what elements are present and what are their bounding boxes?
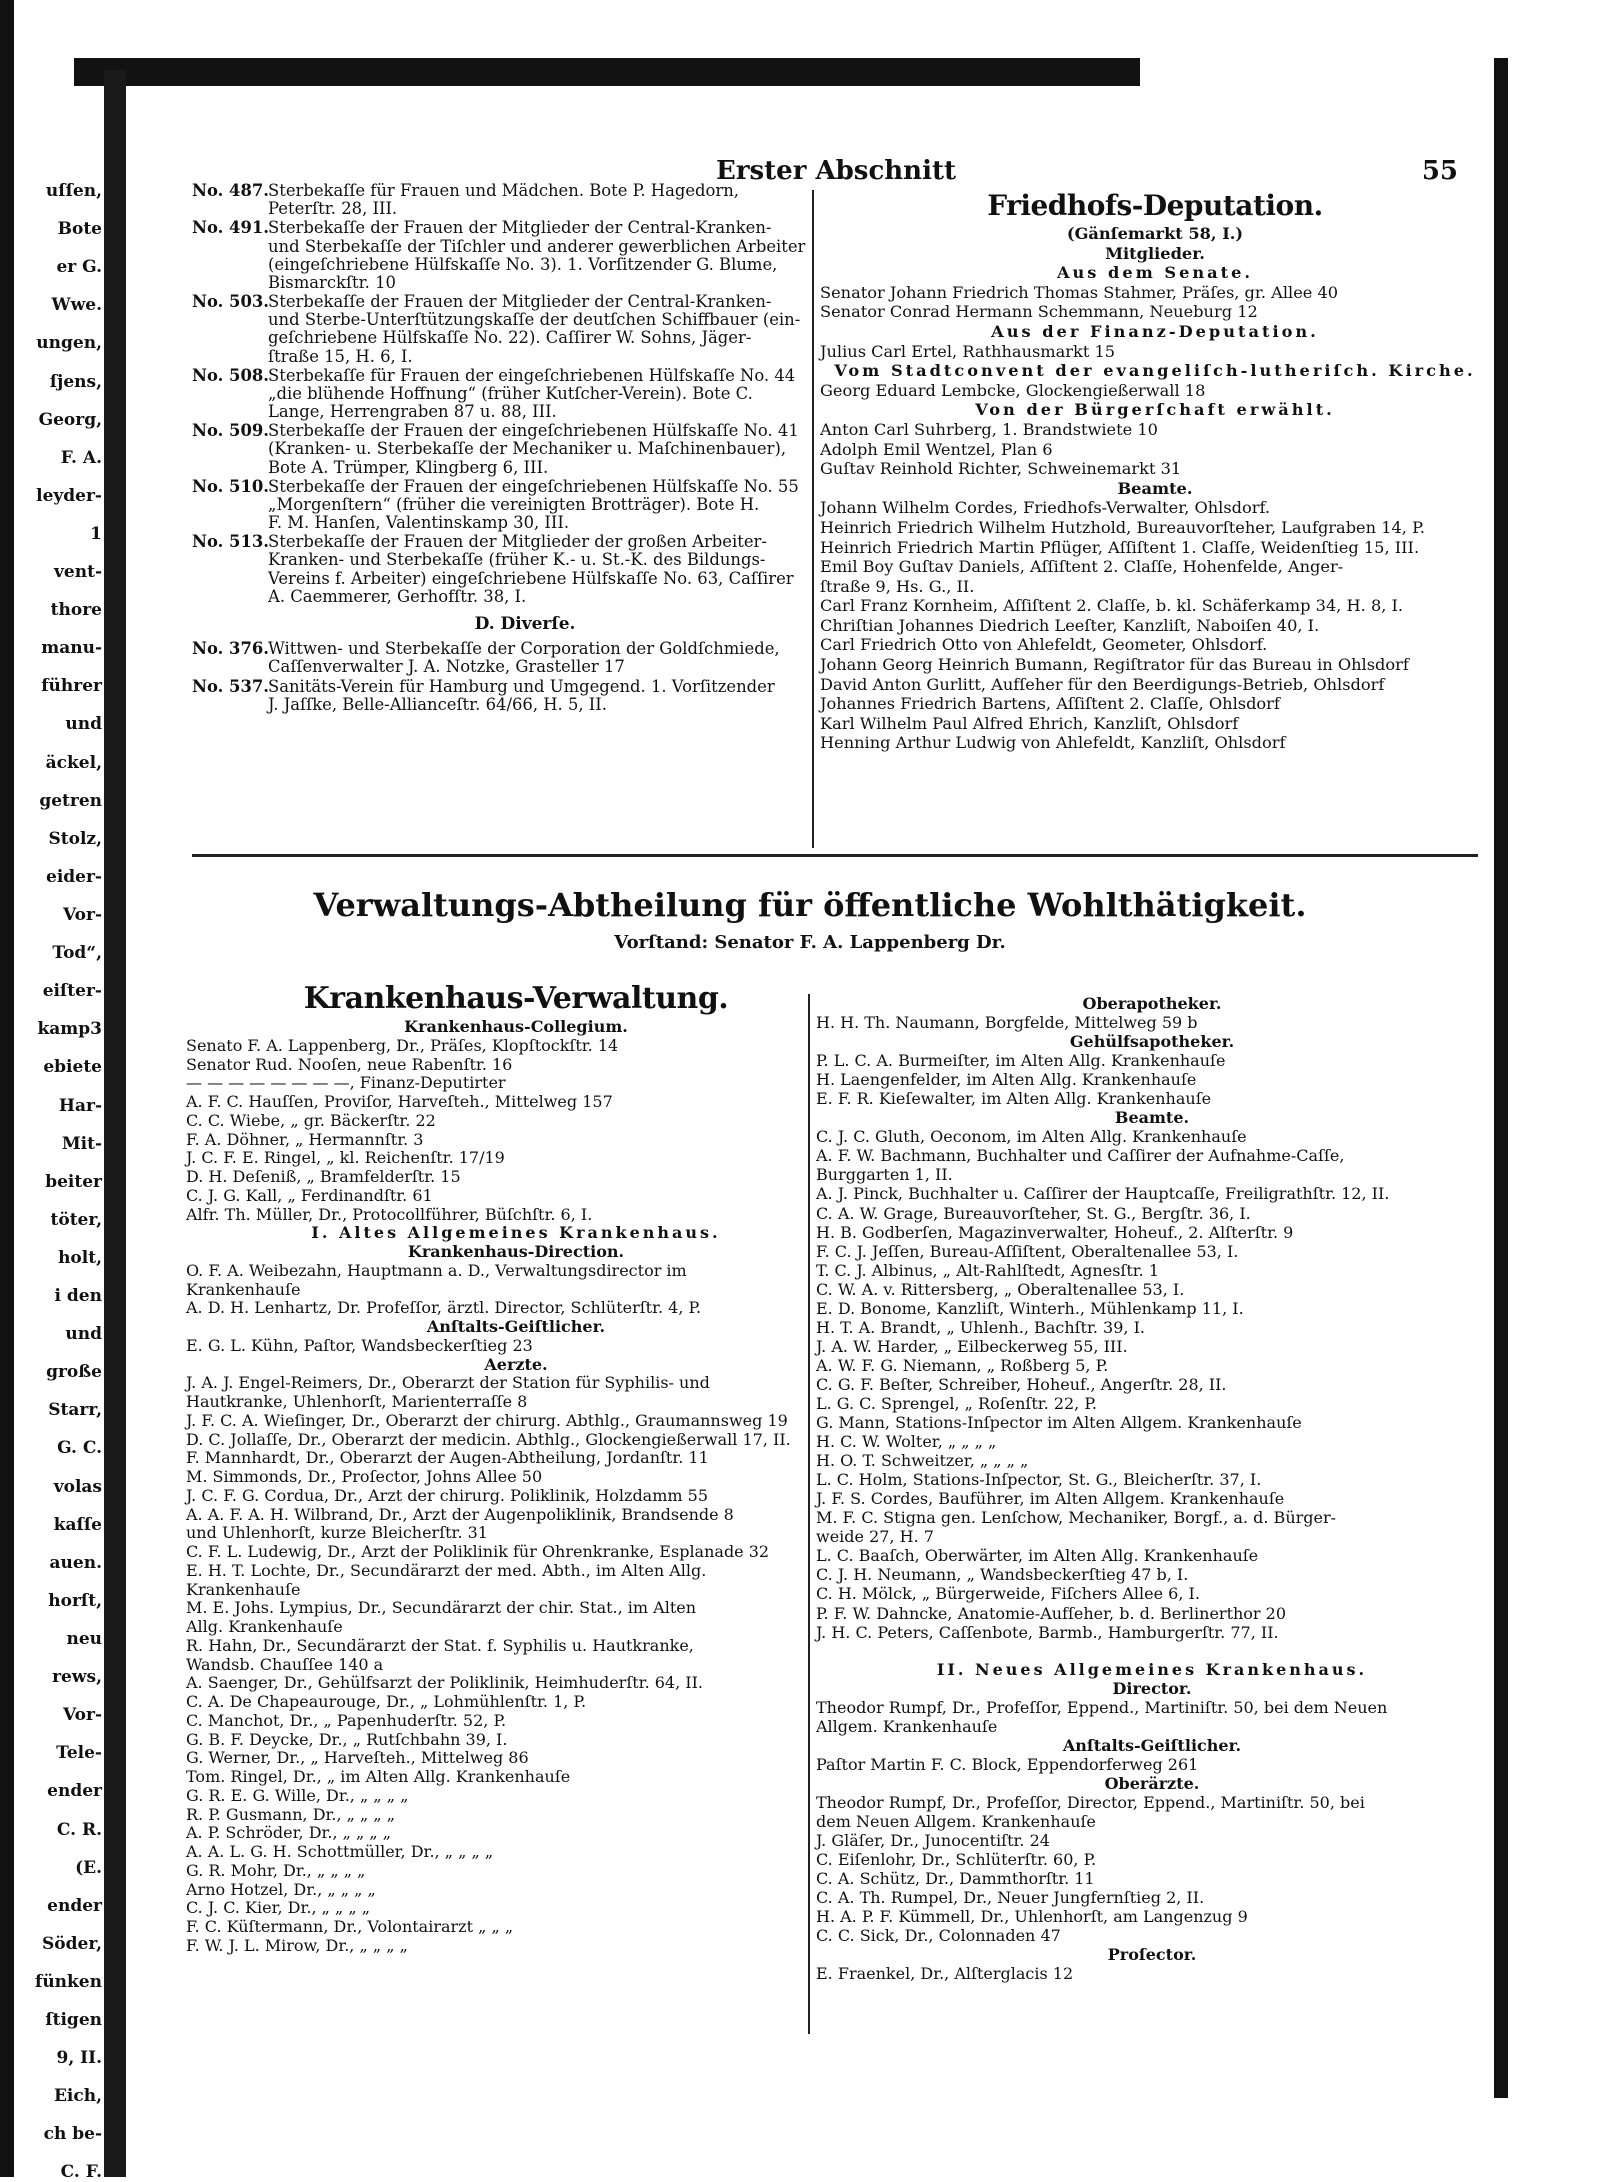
list-line: C. C. Sick, Dr., Colonnaden 47 xyxy=(816,1926,1061,1946)
list-line: E. Fraenkel, Dr., Alſterglacis 12 xyxy=(816,1964,1074,1984)
margin-fragment: horſt, xyxy=(48,1590,102,1611)
margin-fragment: Har- xyxy=(58,1095,102,1116)
list-line: Karl Wilhelm Paul Alfred Ehrich, Kanzliſt, Ohlsdorf xyxy=(820,713,1239,733)
section-heading: Mitglieder. xyxy=(1105,243,1205,263)
list-line: P. F. W. Dahncke, Anatomie-Aufſeher, b. d. Berlinerthor 20 xyxy=(816,1603,1287,1623)
list-line: — — — — — — — —, Finanz-Deputirter xyxy=(186,1073,506,1093)
entry-number: No. 503. xyxy=(192,292,269,311)
list-line: E. D. Bonome, Kanzliſt, Winterh., Mühlenkamp 11, I. xyxy=(816,1298,1244,1318)
list-line: H. O. T. Schweitzer, „ „ „ „ xyxy=(816,1451,1029,1471)
list-line: O. F. A. Weibezahn, Hauptmann a. D., Verwaltungsdirector im xyxy=(186,1260,687,1280)
section-heading: Anſtalts-Geiſtlicher. xyxy=(1062,1735,1242,1755)
margin-fragment: C. R. xyxy=(56,1819,102,1840)
margin-fragment: thore xyxy=(50,600,102,621)
margin-fragment: Stolz, xyxy=(48,828,102,849)
list-line: dem Neuen Allgem. Krankenhauſe xyxy=(816,1811,1096,1831)
list-line: Senator Johann Friedrich Thomas Stahmer, Präſes, gr. Allee 40 xyxy=(820,282,1339,302)
margin-fragment: eiſter- xyxy=(42,981,102,1002)
list-line: A. F. C. Hauſſen, Proviſor, Harveſteh., Mittelweg 157 xyxy=(186,1092,613,1111)
kasse-entry xyxy=(192,219,858,292)
entry-text: geſchriebene Hülfskaſſe No. 22). Caſſirer W. Sohns, Jäger- xyxy=(268,328,752,348)
margin-fragment: fünken xyxy=(35,1971,102,1992)
section-heading: Director. xyxy=(1112,1678,1192,1698)
list-line: E. H. T. Lochte, Dr., Secundärarzt der med. Abth., im Alten Allg. xyxy=(186,1560,707,1580)
list-line: Alfr. Th. Müller, Dr., Protocollführer, Büſchſtr. 6, I. xyxy=(186,1204,593,1224)
list-line: A. P. Schröder, Dr., „ „ „ „ xyxy=(186,1823,392,1843)
entry-number: No. 508. xyxy=(192,365,269,385)
margin-fragment: große xyxy=(46,1362,102,1383)
section-heading: Proſector. xyxy=(1107,1945,1197,1965)
margin-fragment: rews, xyxy=(52,1667,102,1688)
list-line: Burggarten 1, II. xyxy=(816,1165,953,1185)
list-line: Arno Hotzel, Dr., „ „ „ „ xyxy=(186,1879,376,1899)
margin-fragment: ungen, xyxy=(36,333,102,354)
margin-fragment: uſſen, xyxy=(45,181,102,201)
margin-fragment: führer xyxy=(41,676,102,697)
entry-text: Bote A. Trümper, Klingberg 6, III. xyxy=(268,457,549,477)
list-line: L. C. Holm, Stations-Inſpector, St. G., Bleicherſtr. 37, I. xyxy=(816,1470,1262,1490)
margin-fragment: und xyxy=(65,1324,102,1345)
list-line: C. A. W. Grage, Bureauvorſteher, St. G., Bergſtr. 36, I. xyxy=(816,1203,1251,1223)
margin-fragment: Vor- xyxy=(63,905,102,925)
list-line: C. W. A. v. Rittersberg, „ Oberaltenallee 53, I. xyxy=(816,1279,1185,1299)
scan-border-right xyxy=(1494,58,1508,2098)
entry-text: Sterbekaſſe der Frauen der Mitglieder der großen Arbeiter- xyxy=(268,532,767,552)
list-line: F. C. Küſtermann, Dr., Volontairarzt „ „ „ xyxy=(186,1917,514,1936)
list-line: Anton Carl Suhrberg, 1. Brandstwiete 10 xyxy=(820,419,1158,439)
list-line: F. A. Döhner, „ Hermannſtr. 3 xyxy=(186,1129,424,1149)
entry-text: Bismarckſtr. 10 xyxy=(268,272,396,292)
list-line: Krankenhauſe xyxy=(186,1579,301,1599)
margin-fragment: getren xyxy=(39,790,102,811)
list-line: E. F. R. Kieſewalter, im Alten Allg. Krankenhauſe xyxy=(816,1089,1212,1109)
list-line: L. G. C. Sprengel, „ Roſenſtr. 22, P. xyxy=(816,1393,1097,1413)
list-line: D. H. Deſeniß, „ Bramfelderſtr. 15 xyxy=(186,1167,461,1186)
section-rule xyxy=(192,854,1478,857)
list-line: R. P. Gusmann, Dr., „ „ „ „ xyxy=(186,1804,396,1824)
list-line: H. T. A. Brandt, „ Uhlenh., Bachſtr. 39, I. xyxy=(816,1317,1145,1337)
list-line: Senator Conrad Hermann Schemmann, Neueburg 12 xyxy=(820,302,1258,322)
entry-text: Peterſtr. 28, III. xyxy=(268,199,398,219)
margin-fragment: 1 xyxy=(90,523,102,544)
margin-fragment: Wwe. xyxy=(51,295,102,316)
friedhofs-deputation-title: Friedhofs-Deputation. xyxy=(987,189,1323,222)
list-line: Heinrich Friedrich Wilhelm Hutzhold, Bureauvorſteher, Laufgraben 14, P. xyxy=(820,517,1425,537)
list-line: Tom. Ringel, Dr., „ im Alten Allg. Krankenhauſe xyxy=(186,1767,571,1786)
entry-text: Vereins f. Arbeiter) eingeſchriebene Hülfskaſſe No. 63, Caſſirer xyxy=(268,568,794,588)
entry-text: Caſſenverwalter J. A. Notzke, Grasteller 17 xyxy=(268,657,625,677)
entry-text: Lange, Herrengraben 87 u. 88, III. xyxy=(268,402,557,422)
list-line: Senator Rud. Nooſen, neue Rabenſtr. 16 xyxy=(186,1054,513,1074)
list-line: Johann Wilhelm Cordes, Friedhofs-Verwalter, Ohlsdorf. xyxy=(820,498,1271,518)
list-line: Adolph Emil Wentzel, Plan 6 xyxy=(820,439,1053,459)
kasse-entry xyxy=(192,422,858,477)
entry-text: A. Caemmerer, Gerhofſtr. 38, I. xyxy=(268,586,527,606)
margin-fragment: Mit- xyxy=(61,1133,102,1154)
page xyxy=(126,86,1494,2146)
margin-fragment: ſjens, xyxy=(49,371,102,392)
margin-fragment: beiter xyxy=(45,1171,102,1192)
margin-fragment: ebiete xyxy=(43,1057,102,1078)
book-gutter xyxy=(104,70,126,2177)
margin-fragment: Söder, xyxy=(42,1933,102,1954)
entry-text: Sterbekaſſe der Frauen der Mitglieder der Central-Kranken- xyxy=(268,292,772,311)
section-heading: Gehülfsapotheker. xyxy=(1069,1032,1235,1052)
list-line xyxy=(816,1642,1488,1660)
list-line: C. A. De Chapeaurouge, Dr., „ Lohmühlenſtr. 1, P. xyxy=(186,1692,587,1711)
margin-fragment: und xyxy=(65,714,102,735)
running-title: Erster Abschnitt xyxy=(716,156,956,186)
list-line: Hautkranke, Uhlenhorſt, Marienterraſſe 8 xyxy=(186,1392,528,1411)
list-line: Chriſtian Johannes Diedrich Leeſter, Kanzliſt, Naboiſen 40, I. xyxy=(820,615,1320,635)
margin-fragment: Georg, xyxy=(38,409,102,430)
margin-fragment: i den xyxy=(54,1286,102,1307)
list-line: J. A. J. Engel-Reimers, Dr., Oberarzt der Station für Syphilis- und xyxy=(186,1373,710,1393)
list-line: J. Gläſer, Dr., Junocentiſtr. 24 xyxy=(816,1831,1050,1851)
margin-fragment: volas xyxy=(53,1476,102,1497)
margin-fragment: Starr, xyxy=(48,1400,102,1421)
scan-border-top xyxy=(74,58,1140,86)
diverse-heading: D. Diverſe. xyxy=(474,614,576,635)
list-line: C. J. C. Kier, Dr., „ „ „ „ xyxy=(186,1898,371,1918)
previous-page-fragment xyxy=(14,86,104,2182)
kasse-entry xyxy=(192,293,858,366)
entry-text: Sterbekaſſe der Frauen der Mitglieder der Central-Kranken- xyxy=(268,218,772,238)
list-line: Carl Friedrich Otto von Ahlefeldt, Geometer, Ohlsdorf. xyxy=(820,635,1268,655)
list-line: Wandsb. Chauſſee 140 a xyxy=(186,1654,384,1674)
entry-text: und Sterbekaſſe der Tiſchler und anderer gewerblichen Arbeiter xyxy=(268,236,806,256)
list-line: H. H. Th. Naumann, Borgfelde, Mittelweg 59 b xyxy=(816,1013,1198,1033)
list-line: J. H. C. Peters, Caſſenbote, Barmb., Hamburgerſtr. 77, II. xyxy=(816,1622,1279,1642)
section-heading: I. Altes Allgemeines Krankenhaus. xyxy=(311,1223,721,1243)
list-line: J. C. F. E. Ringel, „ kl. Reichenſtr. 17/19 xyxy=(186,1148,505,1168)
list-line: D. C. Jollaſſe, Dr., Oberarzt der medicin. Abthlg., Glockengießerwall 17, II. xyxy=(186,1429,791,1449)
margin-fragment: G. C. xyxy=(57,1438,102,1459)
list-line: H. Laengenfelder, im Alten Allg. Krankenhauſe xyxy=(816,1070,1197,1090)
list-line: C. J. G. Kall, „ Ferdinandſtr. 61 xyxy=(186,1185,433,1205)
list-line: Theodor Rumpf, Dr., Profeſſor, Director, Eppend., Martiniſtr. 50, bei xyxy=(816,1792,1365,1812)
margin-fragment: neu xyxy=(66,1629,102,1649)
list-line: Johann Georg Heinrich Bumann, Regiſtrator für das Bureau in Ohlsdorf xyxy=(820,655,1409,675)
list-line: J. F. C. A. Wieſinger, Dr., Oberarzt der chirurg. Abthlg., Graumannsweg 19 xyxy=(186,1410,788,1430)
margin-fragment: Vor- xyxy=(63,1705,102,1726)
entry-text: „Morgenſtern“ (früher die vereinigten Brotträger). Bote H. xyxy=(268,494,760,514)
kasse-entry xyxy=(192,478,858,533)
margin-fragment: ender xyxy=(47,1895,102,1916)
list-line: Emil Boy Guſtav Daniels, Aſſiſtent 2. Claſſe, Hohenfelde, Anger- xyxy=(820,557,1344,577)
margin-fragment: (E. xyxy=(75,1857,102,1878)
margin-fragment: 9, II. xyxy=(56,2048,102,2069)
kasse-entry xyxy=(192,640,858,676)
margin-fragment: Bote xyxy=(57,219,102,240)
list-line: C. F. L. Ludewig, Dr., Arzt der Poliklinik für Ohrenkranke, Esplanade 32 xyxy=(186,1542,770,1561)
section-heading: Krankenhaus-Collegium. xyxy=(404,1017,628,1036)
list-line: C. A. Schütz, Dr., Dammthorſtr. 11 xyxy=(816,1869,1095,1889)
main-title: Verwaltungs-Abtheilung für öffentliche Wohlthätigkeit. xyxy=(313,886,1307,924)
margin-fragment: ſtigen xyxy=(45,2010,102,2031)
entry-text: Sterbekaſſe der Frauen der eingeſchriebenen Hülfskaſſe No. 55 xyxy=(268,476,799,496)
list-line: Johannes Friedrich Bartens, Aſſiſtent 2. Claſſe, Ohlsdorf xyxy=(820,694,1280,714)
entry-text: J. Jaſſke, Belle-Allianceſtr. 64/66, H. 5, II. xyxy=(268,694,607,714)
list-line: Theodor Rumpf, Dr., Profeſſor, Eppend., Martiniſtr. 50, bei dem Neuen xyxy=(816,1697,1388,1717)
list-line: Guſtav Reinhold Richter, Schweinemarkt 31 xyxy=(820,459,1182,479)
entry-text: „die blühende Hoffnung“ (früher Kutſcher-Verein). Bote C. xyxy=(268,383,753,403)
section-heading: Beamte. xyxy=(1114,1108,1190,1128)
list-line: ſtraße 9, Hs. G., II. xyxy=(820,576,975,596)
margin-fragment: vent- xyxy=(54,562,102,583)
list-line: J. C. F. G. Cordua, Dr., Arzt der chirurg. Poliklinik, Holzdamm 55 xyxy=(186,1485,709,1505)
entry-text: (Kranken- u. Sterbekaſſe der Mechaniker u. Maſchinenbauer), xyxy=(268,439,787,459)
list-line: A. A. L. G. H. Schottmüller, Dr., „ „ „ „ xyxy=(186,1842,494,1861)
section-heading: Anſtalts-Geiſtlicher. xyxy=(426,1317,606,1336)
margin-fragment: äckel, xyxy=(45,752,102,773)
entry-text: Sterbekaſſe für Frauen der eingeſchriebenen Hülfskaſſe No. 44 xyxy=(268,365,796,385)
list-line: J. F. S. Cordes, Bauführer, im Alten Allgem. Krankenhauſe xyxy=(816,1489,1285,1509)
margin-fragment: Tele- xyxy=(56,1743,102,1764)
kasse-entry xyxy=(192,533,858,606)
list-line: G. Werner, Dr., „ Harveſteh., Mittelweg 86 xyxy=(186,1748,529,1768)
list-line: G. B. F. Deycke, Dr., „ Rutſchbahn 39, I. xyxy=(186,1729,508,1749)
entry-number: No. 537. xyxy=(192,676,269,696)
list-line: C. Eiſenlohr, Dr., Schlüterſtr. 60, P. xyxy=(816,1850,1097,1870)
list-line: Allg. Krankenhauſe xyxy=(186,1617,343,1636)
list-line: M. F. C. Stigna gen. Lenſchow, Mechaniker, Borgf., a. d. Bürger- xyxy=(816,1508,1337,1528)
margin-fragment: manu- xyxy=(41,638,102,659)
list-line: C. H. Mölck, „ Bürgerweide, Fiſchers Allee 6, I. xyxy=(816,1584,1200,1604)
list-line: C. C. Wiebe, „ gr. Bäckerſtr. 22 xyxy=(186,1110,436,1130)
margin-fragment: ender xyxy=(47,1781,102,1802)
list-line: C. J. H. Neumann, „ Wandsbeckerſtieg 47 b, I. xyxy=(816,1565,1189,1585)
entry-number: No. 509. xyxy=(192,421,269,441)
entry-text: Sterbekaſſe für Frauen und Mädchen. Bote P. Hagedorn, xyxy=(268,181,739,200)
column-friedhofs-deputation xyxy=(820,188,1490,753)
entry-number: No. 376. xyxy=(192,639,269,659)
list-line: J. A. W. Harder, „ Eilbeckerweg 55, III. xyxy=(816,1336,1128,1356)
entry-text: Sanitäts-Verein für Hamburg und Umgegend. 1. Vorſitzender xyxy=(268,676,775,696)
entry-text: und Sterbe-Unterſtützungskaſſe der deutſchen Schiffbauer (ein- xyxy=(268,310,801,330)
list-line: C. G. F. Beſter, Schreiber, Hoheuf., Angerſtr. 28, II. xyxy=(816,1374,1227,1394)
margin-fragment: kaſſe xyxy=(53,1514,102,1535)
section-heading: Vom Stadtconvent der evangeliſch-lutheriſch. Kirche. xyxy=(834,361,1476,381)
list-line: E. G. L. Kühn, Paſtor, Wandsbeckerſtieg 23 xyxy=(186,1335,533,1355)
list-line: H. B. Godberſen, Magazinverwalter, Hoheuf., 2. Alſterſtr. 9 xyxy=(816,1222,1294,1242)
section-heading: (Gänſemarkt 58, I.) xyxy=(1066,224,1244,243)
entry-number: No. 513. xyxy=(192,532,269,552)
entry-number: No. 487. xyxy=(192,181,269,200)
entry-number: No. 491. xyxy=(192,218,269,238)
margin-fragment: er G. xyxy=(56,257,102,278)
page-number: 55 xyxy=(1421,156,1458,186)
list-line: David Anton Gurlitt, Aufſeher für den Beerdigungs-Betrieb, Ohlsdorf xyxy=(820,674,1385,694)
scan-border-left xyxy=(0,0,14,2177)
entry-text: Sterbekaſſe der Frauen der eingeſchriebenen Hülfskaſſe No. 41 xyxy=(268,421,799,441)
list-line: G. Mann, Stations-Inſpector im Alten Allgem. Krankenhauſe xyxy=(816,1413,1302,1433)
kasse-entry xyxy=(192,678,858,714)
list-line: T. C. J. Albinus, „ Alt-Rahlſtedt, Agnesſtr. 1 xyxy=(816,1260,1159,1280)
list-line: G. R. Mohr, Dr., „ „ „ „ xyxy=(186,1860,366,1880)
entry-text: (eingeſchriebene Hülfskaſſe No. 3). 1. Vorſitzender G. Blume, xyxy=(268,254,778,274)
list-line: M. E. Johs. Lympius, Dr., Secundärarzt der chir. Stat., im Alten xyxy=(186,1598,697,1618)
margin-fragment: ch be- xyxy=(43,2124,102,2145)
section-heading: Krankenhaus-Direction. xyxy=(407,1242,625,1261)
list-line: C. J. C. Gluth, Oeconom, im Alten Allg. Krankenhauſe xyxy=(816,1127,1247,1147)
column-divider-top xyxy=(812,190,814,848)
list-line: C. Manchot, Dr., „ Papenhuderſtr. 52, P. xyxy=(186,1710,507,1730)
margin-fragment: leyder- xyxy=(36,485,102,506)
margin-fragment: C. F. xyxy=(60,2162,102,2182)
margin-fragment: Tod“, xyxy=(52,943,102,964)
column-divider-bottom xyxy=(808,994,810,2034)
section-heading: II. Neues Allgemeines Krankenhaus. xyxy=(936,1659,1368,1679)
list-line: C. A. Th. Rumpel, Dr., Neuer Jungfernſtieg 2, II. xyxy=(816,1888,1205,1908)
entry-text: ſtraße 15, H. 6, I. xyxy=(268,346,413,366)
margin-fragment: holt, xyxy=(58,1247,102,1268)
column-sterbekassen xyxy=(192,182,858,715)
entry-text: Wittwen- und Sterbekaſſe der Corporation der Goldſchmiede, xyxy=(268,639,780,659)
list-line: F. W. J. L. Mirow, Dr., „ „ „ „ xyxy=(186,1935,408,1955)
vorstand-line: Vorſtand: Senator F. A. Lappenberg Dr. xyxy=(614,932,1006,953)
margin-fragment: töter, xyxy=(50,1209,102,1230)
section-heading: Aus dem Senate. xyxy=(1056,263,1254,283)
section-heading: Beamte. xyxy=(1117,478,1193,498)
margin-fragment: eider- xyxy=(46,866,102,887)
kasse-entry xyxy=(192,367,858,422)
list-line: H. C. W. Wolter, „ „ „ „ xyxy=(816,1432,997,1452)
list-line: L. C. Baaſch, Oberwärter, im Alten Allg. Krankenhauſe xyxy=(816,1546,1259,1566)
margin-fragment: Eich, xyxy=(53,2086,102,2107)
section-heading: Aus der Finanz-Deputation. xyxy=(991,321,1319,341)
list-line: Carl Franz Kornheim, Aſſiſtent 2. Claſſe, b. kl. Schäferkamp 34, H. 8, I. xyxy=(820,596,1404,616)
list-line: Senato F. A. Lappenberg, Dr., Präſes, Klopſtockſtr. 14 xyxy=(186,1035,619,1055)
list-line: weide 27, H. 7 xyxy=(816,1527,934,1547)
entry-number: No. 510. xyxy=(192,476,269,496)
list-line: Paſtor Martin F. C. Block, Eppendorferweg 261 xyxy=(816,1754,1199,1774)
section-heading: Oberärzte. xyxy=(1104,1773,1200,1793)
column-krankenhaus-verwaltung xyxy=(186,980,846,1956)
list-line: R. Hahn, Dr., Secundärarzt der Stat. f. Syphilis u. Hautkranke, xyxy=(186,1635,694,1655)
kasse-entry xyxy=(192,182,858,218)
margin-fragment: kamp3 xyxy=(37,1019,102,1040)
list-line: Henning Arthur Ludwig von Ahlefeldt, Kanzliſt, Ohlsdorf xyxy=(820,733,1286,753)
margin-fragment: auen. xyxy=(49,1552,102,1573)
list-line: H. A. P. F. Kümmell, Dr., Uhlenhorſt, am Langenzug 9 xyxy=(816,1907,1248,1927)
list-line: P. L. C. A. Burmeiſter, im Alten Allg. Krankenhauſe xyxy=(816,1051,1226,1071)
list-line: F. Mannhardt, Dr., Oberarzt der Augen-Abtheilung, Jordanſtr. 11 xyxy=(186,1448,709,1468)
list-line: Georg Eduard Lembcke, Glockengießerwall 18 xyxy=(820,380,1206,400)
krankenhaus-verwaltung-title: Krankenhaus-Verwaltung. xyxy=(303,981,729,1016)
list-line: A. F. W. Bachmann, Buchhalter und Caſſirer der Aufnahme-Caſſe, xyxy=(816,1146,1345,1166)
list-line: und Uhlenhorſt, kurze Bleicherſtr. 31 xyxy=(186,1523,488,1543)
list-line: Heinrich Friedrich Martin Pflüger, Aſſiſtent 1. Claſſe, Weidenſtieg 15, III. xyxy=(820,537,1420,557)
list-line: A. A. F. A. H. Wilbrand, Dr., Arzt der Augenpoliklinik, Brandsende 8 xyxy=(186,1504,734,1524)
section-heading: Oberapotheker. xyxy=(1082,994,1222,1013)
list-line: A. Saenger, Dr., Gehülfsarzt der Poliklinik, Heimhuderſtr. 64, II. xyxy=(186,1673,703,1693)
margin-fragment: F. A. xyxy=(60,447,102,468)
entry-text: Kranken- und Sterbekaſſe (früher K.- u. St.-K. des Bildungs- xyxy=(268,550,766,570)
list-line: Julius Carl Ertel, Rathhausmarkt 15 xyxy=(820,341,1116,361)
list-line: Krankenhauſe xyxy=(186,1279,301,1299)
section-heading: Von der Bürgerſchaft erwählt. xyxy=(975,400,1335,420)
list-line: Allgem. Krankenhauſe xyxy=(816,1716,998,1736)
section-heading: Aerzte. xyxy=(484,1354,548,1374)
list-line: A. D. H. Lenhartz, Dr. Profeſſor, ärztl. Director, Schlüterſtr. 4, P. xyxy=(186,1298,702,1318)
list-line: F. C. J. Jeſſen, Bureau-Aſſiſtent, Oberaltenallee 53, I. xyxy=(816,1241,1239,1261)
list-line: G. R. E. G. Wille, Dr., „ „ „ „ xyxy=(186,1785,409,1805)
list-line: M. Simmonds, Dr., Proſector, Johns Allee 50 xyxy=(186,1467,543,1486)
list-line: A. W. F. G. Niemann, „ Roßberg 5, P. xyxy=(816,1355,1109,1375)
list-line: A. J. Pinck, Buchhalter u. Caſſirer der Hauptcaſſe, Freiligrathſtr. 12, II. xyxy=(816,1184,1390,1204)
entry-text: F. M. Hanſen, Valentinskamp 30, III. xyxy=(268,513,570,533)
column-beamte-krankenhaus xyxy=(816,994,1488,1983)
